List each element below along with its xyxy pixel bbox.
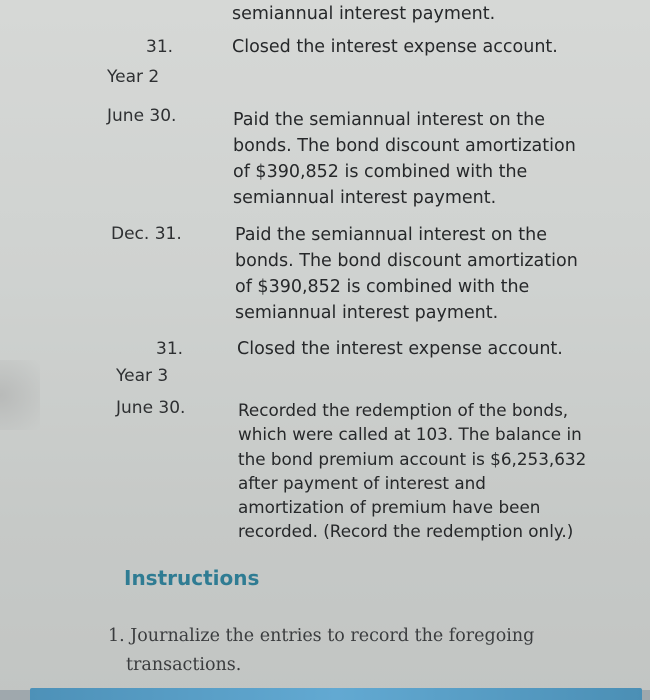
description-line: after payment of interest and bbox=[238, 472, 486, 493]
description-line: bonds. The bond discount amortization bbox=[235, 251, 578, 271]
instruction-line: 1. Journalize the entries to record the foregoing bbox=[108, 626, 535, 646]
photo-glare bbox=[0, 360, 40, 430]
entry-description bbox=[232, 35, 558, 60]
entry-date: 31. bbox=[156, 339, 184, 359]
entry-description bbox=[232, 2, 495, 27]
entry-description bbox=[238, 398, 586, 544]
entry-date: June 30. bbox=[116, 398, 186, 418]
description-line: Closed the interest expense account. bbox=[232, 37, 558, 57]
description-line: bonds. The bond discount amortization bbox=[233, 136, 576, 156]
entry-description bbox=[237, 337, 563, 362]
entry-description bbox=[233, 107, 576, 211]
description-line: amortization of premium have been bbox=[238, 497, 541, 518]
description-line: Paid the semiannual interest on the bbox=[233, 110, 546, 130]
description-line: semiannual interest payment. bbox=[235, 303, 499, 323]
description-line: the bond premium account is $6,253,632 bbox=[238, 448, 587, 469]
description-line: Paid the semiannual interest on the bbox=[235, 225, 548, 245]
year-label: Year 3 bbox=[116, 366, 169, 386]
instructions-item bbox=[108, 622, 534, 680]
description-line: semiannual interest payment. bbox=[232, 4, 496, 24]
bottom-scrollbar[interactable] bbox=[30, 688, 642, 700]
instruction-line: transactions. bbox=[126, 655, 242, 675]
description-line: semiannual interest payment. bbox=[233, 188, 497, 208]
description-line: recorded. (Record the redemption only.) bbox=[238, 521, 574, 542]
entry-date: Dec. 31. bbox=[111, 224, 182, 244]
year-label: Year 2 bbox=[107, 67, 160, 87]
description-line: Closed the interest expense account. bbox=[237, 339, 563, 359]
entry-date: June 30. bbox=[107, 106, 177, 126]
description-line: of $390,852 is combined with the bbox=[233, 162, 528, 182]
description-line: of $390,852 is combined with the bbox=[235, 277, 530, 297]
description-line: which were called at 103. The balance in bbox=[238, 424, 582, 445]
description-line: Recorded the redemption of the bonds, bbox=[238, 400, 569, 420]
entry-description bbox=[235, 222, 578, 326]
instructions-heading: Instructions bbox=[124, 566, 260, 590]
entry-date: 31. bbox=[146, 37, 174, 57]
